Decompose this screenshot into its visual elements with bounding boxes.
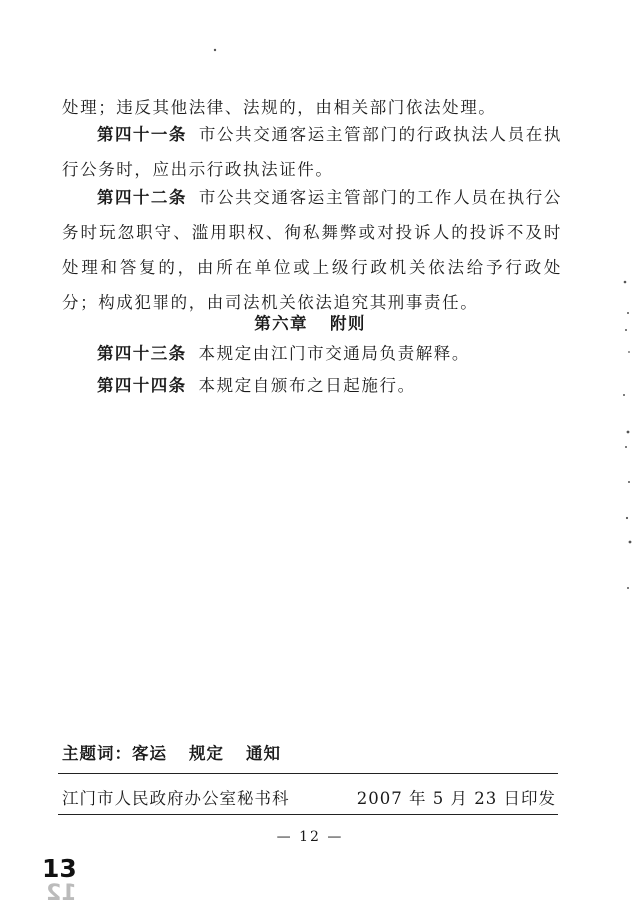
- article-text: 本规定由江门市交通局负责解释。: [198, 344, 470, 363]
- keyword: 客运: [132, 744, 167, 763]
- page-number: — 12 —: [276, 829, 344, 845]
- chapter-number: 第六章: [254, 314, 308, 333]
- article-label: 第四十二条: [97, 188, 187, 207]
- margin-page-stamp: 13: [42, 854, 77, 883]
- article-text: 市公共交通客运主管部门的工作人员在执行公务时玩忽职守、滥用职权、徇私舞弊或对投诉人的投诉不及时处理和答复的，由所在单位或上级行政机关依法给予行政处分；构成犯罪的，由司法机关依法追究其刑事责任。: [62, 188, 562, 312]
- keywords-label: 主题词：: [62, 744, 132, 763]
- print-date: 2007 年 5 月 23 日印发: [356, 789, 556, 808]
- chapter-title: 附则: [329, 314, 366, 333]
- continuation-paragraph: 处理；违反其他法律、法规的，由相关部门依法处理。: [62, 98, 497, 117]
- issuing-office: 江门市人民政府办公室秘书科: [62, 789, 290, 808]
- article-text: 本规定自颁布之日起施行。: [198, 376, 416, 395]
- bleed-through-stamp: 12: [46, 881, 77, 906]
- article-text: 市公共交通客运主管部门的行政执法人员在执行公务时，应出示行政执法证件。: [62, 125, 562, 179]
- keyword: 通知: [246, 744, 281, 763]
- keyword: 规定: [189, 744, 224, 763]
- article-label: 第四十四条: [97, 376, 187, 395]
- article-label: 第四十一条: [97, 125, 187, 144]
- article-label: 第四十三条: [97, 344, 187, 363]
